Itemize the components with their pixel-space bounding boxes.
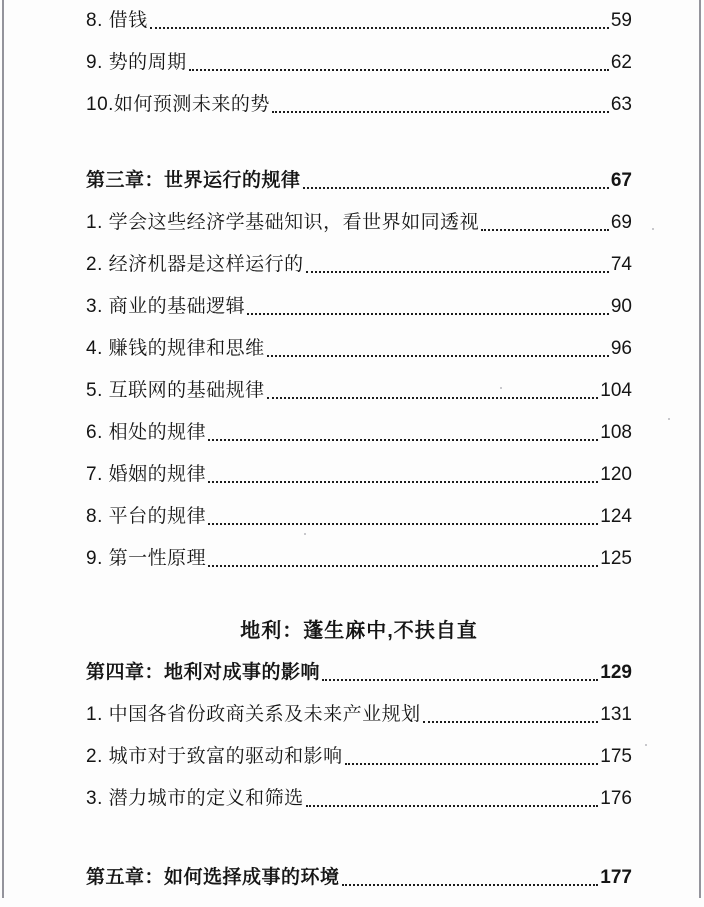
dot-leader — [208, 523, 598, 525]
toc-entry — [86, 786, 632, 812]
toc-entry-page: 120 — [600, 464, 632, 485]
dot-leader — [345, 763, 599, 765]
toc-entry — [86, 702, 632, 728]
toc-entry-label: 9. 势的周期 — [86, 52, 187, 73]
toc-entry — [86, 546, 632, 572]
dot-leader — [306, 805, 599, 807]
toc-entry-label: 5. 互联网的基础规律 — [86, 380, 265, 401]
dot-leader — [481, 229, 609, 231]
dot-leader — [208, 565, 598, 567]
toc-entry — [86, 336, 632, 362]
toc-entry-label: 2. 城市对于致富的驱动和影响 — [86, 746, 343, 767]
dot-leader — [208, 439, 598, 441]
toc-entry — [86, 744, 632, 770]
toc-entry-label: 10.如何预测未来的势 — [86, 94, 270, 115]
toc-entry-label: 3. 潜力城市的定义和筛选 — [86, 788, 304, 809]
toc-entry — [86, 252, 632, 278]
toc-entry-page: 74 — [610, 254, 632, 275]
toc-entry-page: 125 — [600, 548, 632, 569]
toc-entry — [86, 504, 632, 530]
toc-entry-page: 67 — [610, 170, 632, 191]
scan-speck — [304, 533, 306, 535]
toc-entry-label: 3. 商业的基础逻辑 — [86, 296, 246, 317]
toc-chapter-entry — [86, 168, 632, 194]
toc-entry-label: 7. 婚姻的规律 — [86, 464, 207, 485]
toc-entry-page: 175 — [600, 746, 632, 767]
toc-entry-label: 1. 学会这些经济学基础知识，看世界如同透视 — [86, 212, 480, 233]
toc-entry-label: 9. 第一性原理 — [86, 548, 207, 569]
toc-entry — [86, 210, 632, 236]
part-heading: 地利：蓬生麻中,不扶自直 — [240, 620, 478, 642]
dot-leader — [303, 187, 609, 189]
scan-speck — [500, 387, 502, 389]
toc-entry-label: 第五章：如何选择成事的环境 — [86, 867, 340, 888]
dot-leader — [267, 397, 599, 399]
toc-entry-page: 108 — [600, 422, 632, 443]
dot-leader — [322, 679, 598, 681]
toc-entry-page: 90 — [610, 296, 632, 317]
toc-entry-page: 59 — [610, 10, 632, 31]
toc-entry-page: 176 — [600, 788, 632, 809]
toc-entry — [86, 50, 632, 76]
toc-entry-label: 8. 平台的规律 — [86, 506, 207, 527]
toc-entry-page: 63 — [610, 94, 632, 115]
toc-entry — [86, 462, 632, 488]
toc-entry-label: 第四章：地利对成事的影响 — [86, 662, 321, 683]
dot-leader — [306, 271, 609, 273]
scan-speck — [668, 418, 670, 420]
toc-entry — [86, 92, 632, 118]
dot-leader — [267, 355, 609, 357]
scan-speck — [645, 744, 647, 746]
dot-leader — [189, 69, 609, 71]
toc-entry — [86, 8, 632, 34]
dot-leader — [423, 721, 599, 723]
toc-entry-page: 96 — [610, 338, 632, 359]
dot-leader — [208, 481, 598, 483]
toc-entry-page: 177 — [600, 867, 632, 888]
toc-entry — [86, 420, 632, 446]
toc-entry-page: 129 — [600, 662, 632, 683]
toc-entry-label: 8. 借钱 — [86, 10, 148, 31]
toc-entry-label: 2. 经济机器是这样运行的 — [86, 254, 304, 275]
toc-chapter-entry — [86, 660, 632, 686]
toc-entry-label: 4. 赚钱的规律和思维 — [86, 338, 265, 359]
toc-entry-label: 第三章：世界运行的规律 — [86, 170, 301, 191]
toc-chapter-entry — [86, 865, 632, 891]
toc-entry-label: 6. 相处的规律 — [86, 422, 207, 443]
toc-entry-page: 69 — [610, 212, 632, 233]
toc-entry-page: 104 — [600, 380, 632, 401]
toc-entry-page: 62 — [610, 52, 632, 73]
scan-speck — [652, 228, 654, 230]
dot-leader — [247, 313, 609, 315]
dot-leader — [150, 27, 609, 29]
toc-entry-page: 124 — [600, 506, 632, 527]
dot-leader — [342, 884, 599, 886]
dot-leader — [272, 111, 609, 113]
toc-entry-label: 1. 中国各省份政商关系及未来产业规划 — [86, 704, 421, 725]
toc-entry-page: 131 — [600, 704, 632, 725]
toc-entry — [86, 378, 632, 404]
toc-entry — [86, 294, 632, 320]
